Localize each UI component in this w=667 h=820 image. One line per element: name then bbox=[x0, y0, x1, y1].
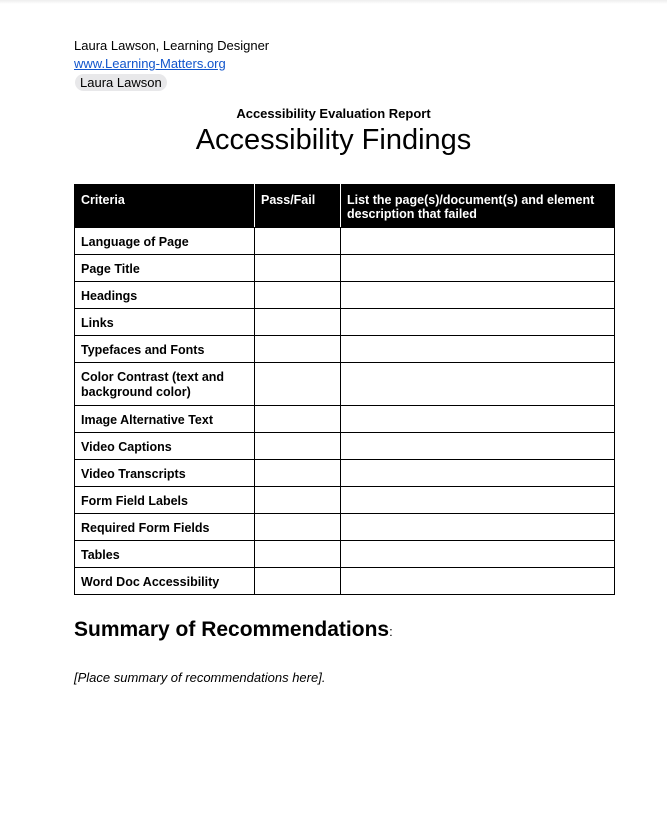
column-header-failed-elements: List the page(s)/document(s) and element description that failed bbox=[341, 185, 615, 228]
failed-elements-cell[interactable] bbox=[341, 228, 615, 255]
table-row bbox=[75, 514, 615, 541]
table-row bbox=[75, 336, 615, 363]
criteria-cell: Page Title bbox=[75, 255, 255, 282]
table-row bbox=[75, 363, 615, 406]
criteria-cell: Required Form Fields bbox=[75, 514, 255, 541]
table-row bbox=[75, 255, 615, 282]
failed-elements-cell[interactable] bbox=[341, 460, 615, 487]
failed-elements-cell[interactable] bbox=[341, 282, 615, 309]
author-line: Laura Lawson, Learning Designer bbox=[74, 38, 270, 53]
pass-fail-cell[interactable] bbox=[255, 514, 341, 541]
failed-elements-cell[interactable] bbox=[341, 309, 615, 336]
pass-fail-cell[interactable] bbox=[255, 255, 341, 282]
table-row bbox=[75, 487, 615, 514]
table-row bbox=[75, 460, 615, 487]
failed-elements-cell[interactable] bbox=[341, 336, 615, 363]
pass-fail-cell[interactable] bbox=[255, 433, 341, 460]
table-row bbox=[75, 282, 615, 309]
criteria-cell: Form Field Labels bbox=[75, 487, 255, 514]
table-row bbox=[75, 541, 615, 568]
website-link[interactable]: www.Learning-Matters.org bbox=[74, 56, 226, 71]
failed-elements-cell[interactable] bbox=[341, 568, 615, 595]
column-header-pass-fail: Pass/Fail bbox=[255, 185, 341, 228]
page-title: Accessibility Findings bbox=[195, 124, 472, 156]
criteria-cell: Language of Page bbox=[75, 228, 255, 255]
document-header bbox=[74, 37, 269, 92]
criteria-cell: Video Transcripts bbox=[75, 460, 255, 487]
failed-elements-cell[interactable] bbox=[341, 406, 615, 433]
pass-fail-cell[interactable] bbox=[255, 363, 341, 406]
page-top-shadow bbox=[0, 0, 667, 4]
failed-elements-cell[interactable] bbox=[341, 541, 615, 568]
criteria-cell: Image Alternative Text bbox=[75, 406, 255, 433]
pass-fail-cell[interactable] bbox=[255, 282, 341, 309]
pass-fail-cell[interactable] bbox=[255, 336, 341, 363]
summary-heading bbox=[74, 618, 393, 642]
failed-elements-cell[interactable] bbox=[341, 514, 615, 541]
criteria-cell: Color Contrast (text and background color) bbox=[75, 363, 255, 406]
pass-fail-cell[interactable] bbox=[255, 460, 341, 487]
table-row bbox=[75, 568, 615, 595]
failed-elements-cell[interactable] bbox=[341, 433, 615, 460]
failed-elements-cell[interactable] bbox=[341, 487, 615, 514]
failed-elements-cell[interactable] bbox=[341, 255, 615, 282]
pass-fail-cell[interactable] bbox=[255, 568, 341, 595]
criteria-cell: Headings bbox=[75, 282, 255, 309]
table-row bbox=[75, 309, 615, 336]
criteria-cell: Video Captions bbox=[75, 433, 255, 460]
summary-placeholder[interactable]: [Place summary of recommendations here]. bbox=[74, 670, 326, 685]
criteria-cell: Word Doc Accessibility bbox=[75, 568, 255, 595]
report-subtitle: Accessibility Evaluation Report bbox=[236, 106, 431, 121]
summary-heading-text: Summary of Recommendations bbox=[74, 618, 390, 641]
person-chip[interactable]: Laura Lawson bbox=[75, 74, 167, 91]
column-header-criteria: Criteria bbox=[75, 185, 255, 228]
table-row bbox=[75, 433, 615, 460]
pass-fail-cell[interactable] bbox=[255, 228, 341, 255]
criteria-cell: Typefaces and Fonts bbox=[75, 336, 255, 363]
failed-elements-cell[interactable] bbox=[341, 363, 615, 406]
pass-fail-cell[interactable] bbox=[255, 541, 341, 568]
criteria-cell: Links bbox=[75, 309, 255, 336]
summary-colon: : bbox=[389, 624, 393, 639]
table-row bbox=[75, 406, 615, 433]
findings-table bbox=[74, 184, 615, 595]
criteria-cell: Tables bbox=[75, 541, 255, 568]
pass-fail-cell[interactable] bbox=[255, 406, 341, 433]
pass-fail-cell[interactable] bbox=[255, 309, 341, 336]
pass-fail-cell[interactable] bbox=[255, 487, 341, 514]
table-row bbox=[75, 228, 615, 255]
